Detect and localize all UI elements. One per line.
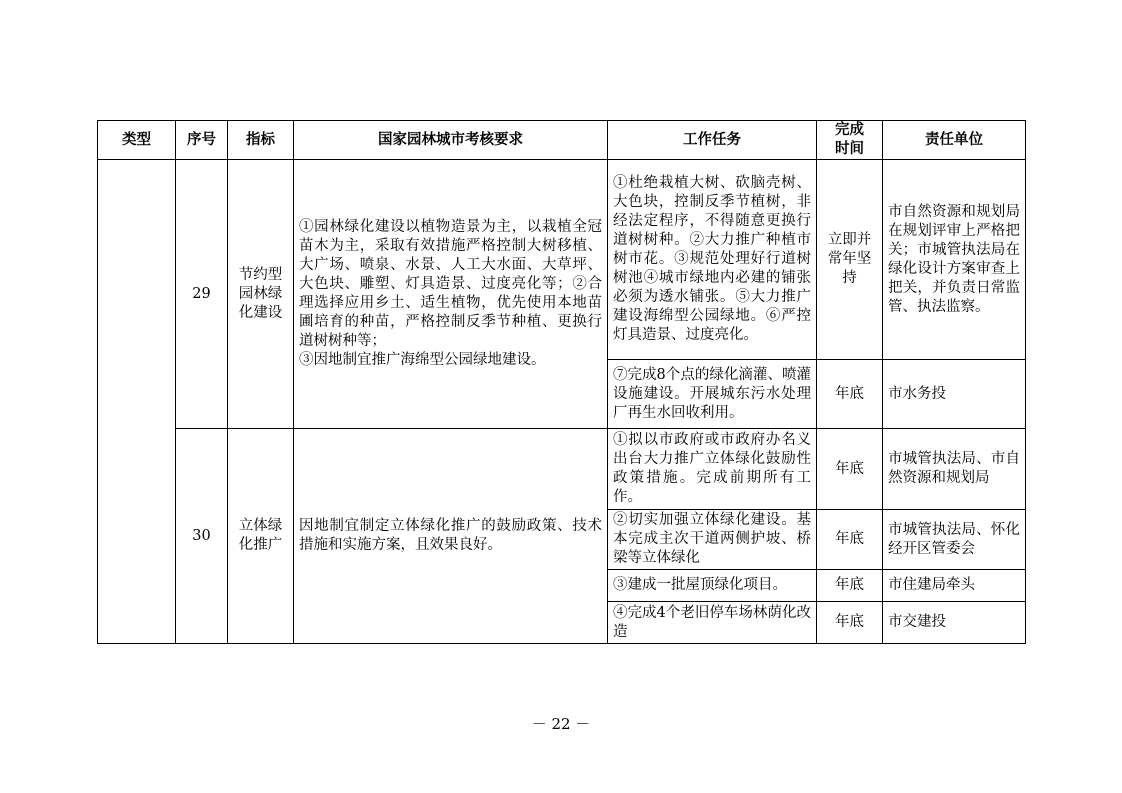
task-cell: ③建成一批屋顶绿化项目。 — [608, 570, 817, 602]
task-cell: ④完成4个老旧停车场林荫化改造 — [608, 602, 817, 644]
unit-cell: 市城管执法局、怀化经开区管委会 — [883, 510, 1026, 570]
time-cell: 年底 — [817, 360, 883, 429]
task-cell: ②切实加强立体绿化建设。基本完成主次干道两侧护坡、桥梁等立体绿化 — [608, 510, 817, 570]
requirement-cell-29: ①园林绿化建设以植物造景为主，以栽植全冠苗木为主，采取有效措施严格控制大树移植、大广场、喷泉、水景、人工大水面、大草坪、大色块、雕塑、灯具造景、过度亮化等；②合理选择应用乡土、适生植物，优先使用本地苗圃培育的种苗，严格控制反季节种植、更换行道树树种等； ③因地制宜推广海绵型公园绿地建设。 — [294, 160, 608, 429]
unit-cell: 市交建投 — [883, 602, 1026, 644]
page-number: － 22 － — [531, 715, 591, 733]
unit-cell: 市城管执法局、市自然资源和规划局 — [883, 429, 1026, 510]
header-type: 类型 — [98, 121, 176, 160]
header-time: 完成 时间 — [817, 121, 883, 160]
type-cell — [98, 160, 176, 644]
time-cell: 立即并 常年坚 持 — [817, 160, 883, 360]
unit-cell: 市水务投 — [883, 360, 1026, 429]
task-cell: ①拟以市政府或市政府办名义出台大力推广立体绿化鼓励性政策措施。完成前期所有工作。 — [608, 429, 817, 510]
indicator-cell-29: 节约型 园林绿 化建设 — [228, 160, 294, 429]
header-seq: 序号 — [176, 121, 228, 160]
header-requirement: 国家园林城市考核要求 — [294, 121, 608, 160]
seq-cell-29: 29 — [176, 160, 228, 429]
table-row — [98, 160, 1026, 360]
time-cell: 年底 — [817, 570, 883, 602]
header-indicator: 指标 — [228, 121, 294, 160]
unit-cell: 市住建局牵头 — [883, 570, 1026, 602]
table-row — [98, 429, 1026, 510]
header-task: 工作任务 — [608, 121, 817, 160]
table-header-row — [98, 121, 1026, 160]
requirement-cell-30: 因地制宜制定立体绿化推广的鼓励政策、技术措施和实施方案，且效果良好。 — [294, 429, 608, 644]
time-cell: 年底 — [817, 510, 883, 570]
work-plan-table — [97, 120, 1026, 644]
time-cell: 年底 — [817, 602, 883, 644]
seq-cell-30: 30 — [176, 429, 228, 644]
task-cell: ①杜绝栽植大树、砍脑壳树、大色块，控制反季节植树，非经法定程序，不得随意更换行道树树种。②大力推广种植市树市花。③规范处理好行道树树池④城市绿地内必建的铺张必须为透水铺张。⑤大力推广建设海绵型公园绿地。⑥严控灯具造景、过度亮化。 — [608, 160, 817, 360]
unit-cell: 市自然资源和规划局在规划评审上严格把关；市城管执法局在绿化设计方案审查上把关，并负责日常监管、执法监察。 — [883, 160, 1026, 360]
time-cell: 年底 — [817, 429, 883, 510]
indicator-cell-30: 立体绿 化推广 — [228, 429, 294, 644]
task-cell: ⑦完成8个点的绿化滴灌、喷灌设施建设。开展城东污水处理厂再生水回收利用。 — [608, 360, 817, 429]
header-unit: 责任单位 — [883, 121, 1026, 160]
